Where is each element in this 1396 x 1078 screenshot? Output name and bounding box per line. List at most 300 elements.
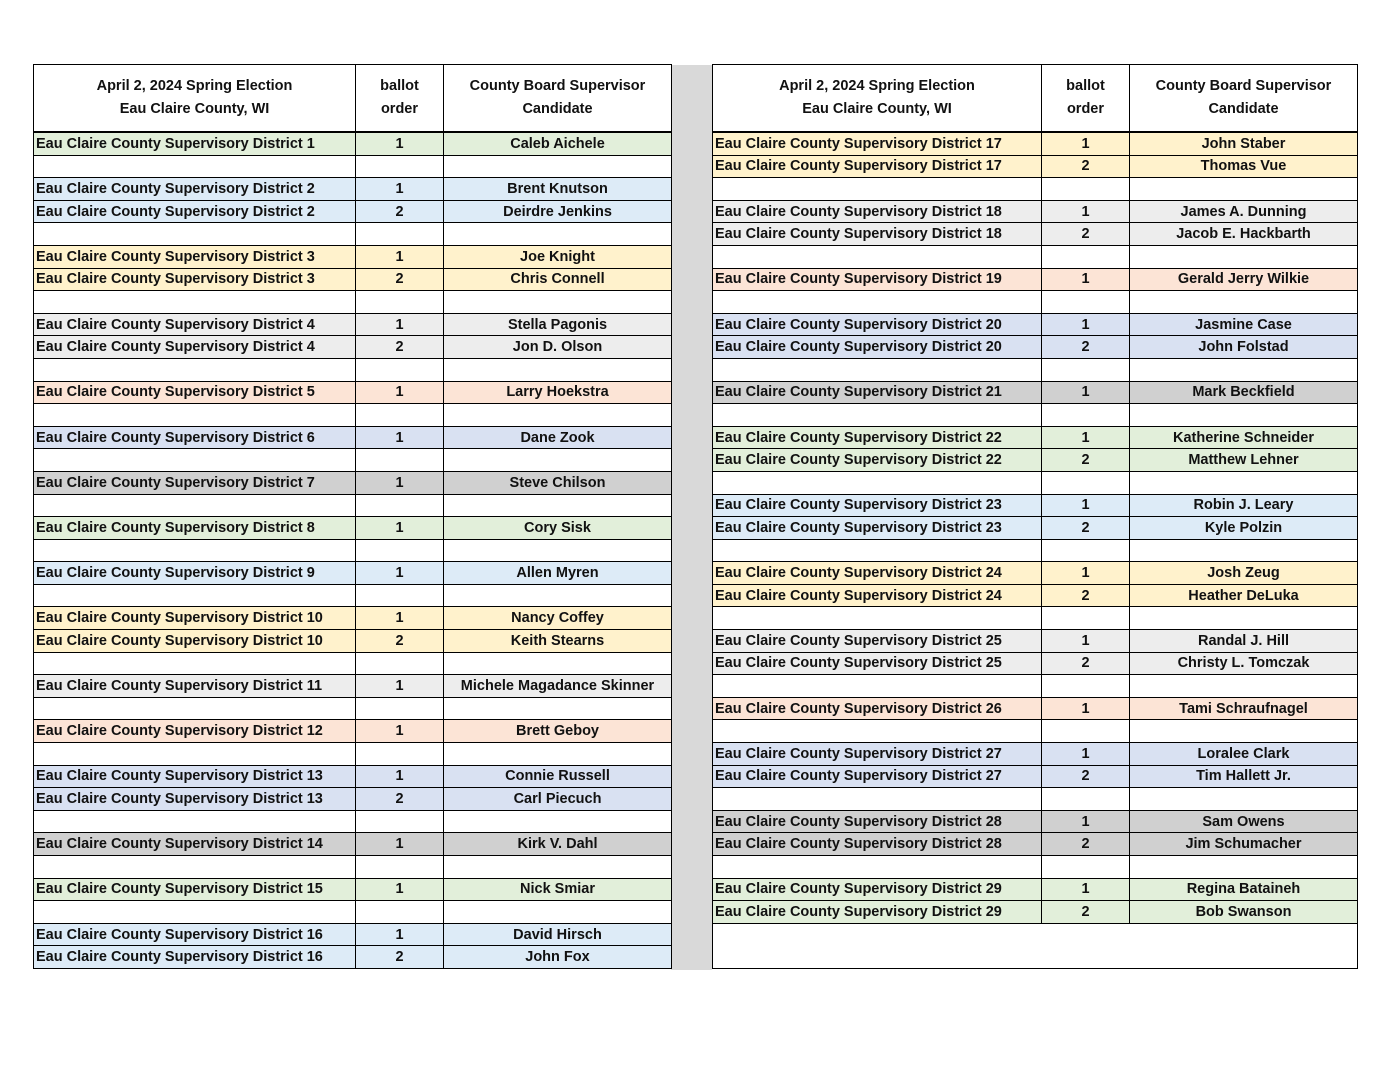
table-row <box>713 426 1358 449</box>
candidate-cell: Sam Owens <box>1130 810 1358 833</box>
candidate-cell: James A. Dunning <box>1130 200 1358 223</box>
district-cell: Eau Claire County Supervisory District 14 <box>34 833 356 856</box>
blank-row <box>34 584 672 607</box>
district-cell <box>34 810 356 833</box>
district-cell: Eau Claire County Supervisory District 25 <box>713 652 1042 675</box>
table-row <box>34 562 672 585</box>
ballot-table-right <box>712 64 1358 969</box>
candidate-cell: Dane Zook <box>444 426 672 449</box>
candidate-cell: Stella Pagonis <box>444 313 672 336</box>
district-cell: Eau Claire County Supervisory District 20 <box>713 336 1042 359</box>
district-cell <box>34 494 356 517</box>
table-row <box>34 720 672 743</box>
ballot-order-cell: 1 <box>356 517 444 540</box>
blank-row <box>713 675 1358 698</box>
district-cell: Eau Claire County Supervisory District 17 <box>713 132 1042 155</box>
ballot-order-cell: 1 <box>356 426 444 449</box>
district-cell <box>713 291 1042 314</box>
district-cell: Eau Claire County Supervisory District 22 <box>713 449 1042 472</box>
header-election-title: April 2, 2024 Spring Election <box>779 78 975 94</box>
ballot-order-cell <box>1042 856 1130 879</box>
district-cell: Eau Claire County Supervisory District 28 <box>713 810 1042 833</box>
district-cell: Eau Claire County Supervisory District 11 <box>34 675 356 698</box>
ballot-order-cell: 1 <box>356 471 444 494</box>
ballot-order-cell: 2 <box>1042 901 1130 924</box>
ballot-order-cell: 2 <box>1042 223 1130 246</box>
ballot-order-cell <box>356 539 444 562</box>
ballot-order-cell: 1 <box>356 607 444 630</box>
blank-row <box>713 178 1358 201</box>
ballot-order-cell: 1 <box>356 381 444 404</box>
blank-row <box>34 291 672 314</box>
district-cell <box>34 743 356 766</box>
candidate-cell: John Fox <box>444 946 672 969</box>
table-row <box>713 200 1358 223</box>
candidate-cell <box>1130 291 1358 314</box>
district-cell <box>34 291 356 314</box>
candidate-cell: Cory Sisk <box>444 517 672 540</box>
header-election <box>713 65 1042 133</box>
district-cell: Eau Claire County Supervisory District 23 <box>713 494 1042 517</box>
blank-row <box>713 471 1358 494</box>
district-cell <box>713 471 1042 494</box>
ballot-order-cell <box>1042 675 1130 698</box>
blank-row <box>34 494 672 517</box>
candidate-cell: Matthew Lehner <box>1130 449 1358 472</box>
ballot-order-cell: 1 <box>356 675 444 698</box>
candidate-cell: Christy L. Tomczak <box>1130 652 1358 675</box>
candidate-cell <box>1130 720 1358 743</box>
blank-row <box>713 245 1358 268</box>
ballot-order-cell <box>1042 178 1130 201</box>
header-candidate <box>1130 65 1358 133</box>
candidate-cell: Deirdre Jenkins <box>444 200 672 223</box>
blank-row <box>34 810 672 833</box>
header-election <box>34 65 356 133</box>
district-cell: Eau Claire County Supervisory District 2 <box>34 200 356 223</box>
candidate-cell <box>1130 539 1358 562</box>
blank-row <box>34 652 672 675</box>
district-cell <box>713 856 1042 879</box>
candidate-cell: Mark Beckfield <box>1130 381 1358 404</box>
ballot-order-cell <box>356 155 444 178</box>
ballot-order-cell <box>356 697 444 720</box>
candidate-cell <box>444 404 672 427</box>
candidate-cell <box>1130 607 1358 630</box>
candidate-cell <box>444 449 672 472</box>
table-row <box>713 652 1358 675</box>
district-cell: Eau Claire County Supervisory District 19 <box>713 268 1042 291</box>
candidate-cell: Bob Swanson <box>1130 901 1358 924</box>
table-row <box>34 200 672 223</box>
candidate-cell <box>444 494 672 517</box>
candidate-cell: Joe Knight <box>444 245 672 268</box>
ballot-order-cell: 1 <box>356 245 444 268</box>
district-cell: Eau Claire County Supervisory District 4 <box>34 313 356 336</box>
table-row <box>34 675 672 698</box>
header-ballot-order <box>356 65 444 133</box>
blank-row <box>34 697 672 720</box>
candidate-cell: Loralee Clark <box>1130 743 1358 766</box>
candidate-cell <box>1130 404 1358 427</box>
table-row <box>34 923 672 946</box>
ballot-order-cell: 2 <box>1042 155 1130 178</box>
table-row <box>34 268 672 291</box>
ballot-order-cell <box>356 223 444 246</box>
candidate-cell: Josh Zeug <box>1130 562 1358 585</box>
blank-row <box>34 155 672 178</box>
header-election-county: Eau Claire County, WI <box>119 101 270 117</box>
ballot-order-cell: 2 <box>356 788 444 811</box>
district-cell <box>34 539 356 562</box>
blank-row <box>34 856 672 879</box>
filler-cell <box>713 923 1358 968</box>
blank-row <box>34 901 672 924</box>
table-row <box>34 471 672 494</box>
ballot-order-cell <box>356 743 444 766</box>
header-order-label: order <box>380 101 419 117</box>
candidate-cell <box>1130 178 1358 201</box>
table-row <box>713 155 1358 178</box>
candidate-cell: Brent Knutson <box>444 178 672 201</box>
table-row <box>713 132 1358 155</box>
ballot-order-cell <box>356 652 444 675</box>
district-cell <box>34 697 356 720</box>
table-row <box>713 810 1358 833</box>
ballot-order-cell <box>1042 539 1130 562</box>
ballot-order-cell <box>356 901 444 924</box>
ballot-order-cell: 2 <box>1042 336 1130 359</box>
ballot-order-cell: 1 <box>1042 132 1130 155</box>
table-row <box>713 765 1358 788</box>
header-candidate-line2: Candidate <box>1208 101 1279 117</box>
filler-row <box>713 923 1358 968</box>
district-cell: Eau Claire County Supervisory District 16 <box>34 923 356 946</box>
header-ballot-label: ballot <box>1066 78 1105 94</box>
ballot-order-cell: 1 <box>1042 268 1130 291</box>
ballot-order-cell <box>1042 245 1130 268</box>
table-row <box>34 946 672 969</box>
ballot-order-cell: 1 <box>356 313 444 336</box>
blank-row <box>34 449 672 472</box>
ballot-order-cell: 2 <box>1042 449 1130 472</box>
header-election-county: Eau Claire County, WI <box>802 101 952 117</box>
blank-row <box>713 358 1358 381</box>
district-cell <box>34 404 356 427</box>
ballot-order-cell: 1 <box>1042 743 1130 766</box>
district-cell: Eau Claire County Supervisory District 8 <box>34 517 356 540</box>
table-row <box>713 223 1358 246</box>
blank-row <box>34 404 672 427</box>
district-cell: Eau Claire County Supervisory District 13 <box>34 788 356 811</box>
table-row <box>713 878 1358 901</box>
ballot-order-cell: 1 <box>1042 381 1130 404</box>
district-cell <box>34 155 356 178</box>
candidate-cell: Tami Schraufnagel <box>1130 697 1358 720</box>
header-candidate <box>444 65 672 133</box>
ballot-order-cell <box>356 584 444 607</box>
candidate-cell: David Hirsch <box>444 923 672 946</box>
blank-row <box>713 291 1358 314</box>
ballot-order-cell: 2 <box>1042 833 1130 856</box>
candidate-cell: Jim Schumacher <box>1130 833 1358 856</box>
blank-row <box>713 404 1358 427</box>
table-row <box>34 132 672 155</box>
candidate-cell <box>444 856 672 879</box>
table-row <box>34 313 672 336</box>
district-cell <box>713 178 1042 201</box>
ballot-order-cell: 1 <box>356 132 444 155</box>
candidate-cell <box>444 810 672 833</box>
table-row <box>713 336 1358 359</box>
table-row <box>34 765 672 788</box>
district-cell: Eau Claire County Supervisory District 18 <box>713 223 1042 246</box>
district-cell <box>713 607 1042 630</box>
blank-row <box>34 358 672 381</box>
district-cell: Eau Claire County Supervisory District 4 <box>34 336 356 359</box>
candidate-cell: Brett Geboy <box>444 720 672 743</box>
ballot-order-cell <box>356 404 444 427</box>
district-cell: Eau Claire County Supervisory District 20 <box>713 313 1042 336</box>
district-cell: Eau Claire County Supervisory District 17 <box>713 155 1042 178</box>
district-cell <box>34 223 356 246</box>
district-cell: Eau Claire County Supervisory District 12 <box>34 720 356 743</box>
blank-row <box>713 539 1358 562</box>
ballot-order-cell <box>356 358 444 381</box>
ballot-order-cell: 1 <box>356 562 444 585</box>
ballot-order-cell: 2 <box>356 200 444 223</box>
district-cell: Eau Claire County Supervisory District 29 <box>713 878 1042 901</box>
district-cell: Eau Claire County Supervisory District 22 <box>713 426 1042 449</box>
ballot-order-cell: 2 <box>356 630 444 653</box>
candidate-cell: Carl Piecuch <box>444 788 672 811</box>
table-row <box>34 178 672 201</box>
district-cell: Eau Claire County Supervisory District 15 <box>34 878 356 901</box>
ballot-order-cell: 1 <box>1042 426 1130 449</box>
candidate-cell: Connie Russell <box>444 765 672 788</box>
candidate-cell <box>1130 856 1358 879</box>
table-row <box>713 313 1358 336</box>
district-cell: Eau Claire County Supervisory District 1 <box>34 132 356 155</box>
ballot-order-cell: 2 <box>1042 517 1130 540</box>
district-cell <box>713 720 1042 743</box>
blank-row <box>34 539 672 562</box>
ballot-order-cell: 1 <box>1042 810 1130 833</box>
blank-row <box>713 720 1358 743</box>
right-table-body <box>713 132 1358 968</box>
district-cell <box>34 449 356 472</box>
candidate-cell <box>444 291 672 314</box>
district-cell: Eau Claire County Supervisory District 24 <box>713 584 1042 607</box>
header-election-title: April 2, 2024 Spring Election <box>96 78 293 94</box>
candidate-cell: Robin J. Leary <box>1130 494 1358 517</box>
candidate-cell <box>444 358 672 381</box>
district-cell <box>713 245 1042 268</box>
district-cell <box>713 675 1042 698</box>
district-cell <box>34 652 356 675</box>
table-row <box>713 494 1358 517</box>
district-cell <box>34 358 356 381</box>
ballot-order-cell <box>1042 788 1130 811</box>
ballot-order-cell <box>356 449 444 472</box>
candidate-cell: Randal J. Hill <box>1130 630 1358 653</box>
district-cell: Eau Claire County Supervisory District 27 <box>713 765 1042 788</box>
table-row <box>34 607 672 630</box>
table-row <box>34 336 672 359</box>
ballot-order-cell: 2 <box>356 946 444 969</box>
district-cell: Eau Claire County Supervisory District 10 <box>34 607 356 630</box>
table-row <box>713 697 1358 720</box>
ballot-order-cell: 1 <box>356 878 444 901</box>
blank-row <box>34 223 672 246</box>
candidate-cell: Thomas Vue <box>1130 155 1358 178</box>
table-row <box>713 584 1358 607</box>
blank-row <box>713 856 1358 879</box>
district-cell: Eau Claire County Supervisory District 13 <box>34 765 356 788</box>
header-candidate-line2: Candidate <box>522 101 593 117</box>
ballot-order-cell: 1 <box>356 178 444 201</box>
table-row <box>34 426 672 449</box>
blank-row <box>713 788 1358 811</box>
left-table-body <box>34 132 672 968</box>
district-cell: Eau Claire County Supervisory District 28 <box>713 833 1042 856</box>
district-cell: Eau Claire County Supervisory District 27 <box>713 743 1042 766</box>
candidate-cell: Regina Bataineh <box>1130 878 1358 901</box>
district-cell: Eau Claire County Supervisory District 21 <box>713 381 1042 404</box>
table-row <box>34 517 672 540</box>
candidate-cell: John Folstad <box>1130 336 1358 359</box>
ballot-order-cell: 2 <box>1042 765 1130 788</box>
ballot-order-cell <box>1042 471 1130 494</box>
table-row <box>34 245 672 268</box>
candidate-cell <box>444 743 672 766</box>
ballot-table-left <box>33 64 672 969</box>
header-candidate-line1: County Board Supervisor <box>1155 78 1332 94</box>
district-cell <box>713 788 1042 811</box>
table-row <box>34 878 672 901</box>
candidate-cell <box>444 223 672 246</box>
column-divider-band <box>671 65 712 970</box>
candidate-cell <box>1130 675 1358 698</box>
ballot-order-cell <box>356 494 444 517</box>
district-cell: Eau Claire County Supervisory District 10 <box>34 630 356 653</box>
table-header-row <box>34 65 672 133</box>
table-row <box>34 381 672 404</box>
ballot-order-cell <box>1042 404 1130 427</box>
ballot-order-cell: 1 <box>356 765 444 788</box>
ballot-order-cell <box>1042 720 1130 743</box>
table-row <box>713 833 1358 856</box>
candidate-cell: John Staber <box>1130 132 1358 155</box>
ballot-order-cell: 1 <box>1042 200 1130 223</box>
district-cell: Eau Claire County Supervisory District 16 <box>34 946 356 969</box>
district-cell: Eau Claire County Supervisory District 2 <box>34 178 356 201</box>
ballot-order-cell: 1 <box>356 923 444 946</box>
table-row <box>713 517 1358 540</box>
ballot-order-cell: 2 <box>1042 584 1130 607</box>
district-cell <box>713 539 1042 562</box>
district-cell: Eau Claire County Supervisory District 26 <box>713 697 1042 720</box>
candidate-cell <box>444 901 672 924</box>
table-row <box>713 449 1358 472</box>
header-order-label: order <box>1066 101 1105 117</box>
header-ballot-order <box>1042 65 1130 133</box>
candidate-cell: Gerald Jerry Wilkie <box>1130 268 1358 291</box>
candidate-cell: Heather DeLuka <box>1130 584 1358 607</box>
candidate-cell: Jacob E. Hackbarth <box>1130 223 1358 246</box>
table-row <box>713 562 1358 585</box>
district-cell <box>713 404 1042 427</box>
candidate-cell <box>1130 245 1358 268</box>
district-cell <box>713 358 1042 381</box>
table-row <box>713 630 1358 653</box>
candidate-cell <box>1130 358 1358 381</box>
candidate-cell: Larry Hoekstra <box>444 381 672 404</box>
district-cell: Eau Claire County Supervisory District 9 <box>34 562 356 585</box>
district-cell: Eau Claire County Supervisory District 5 <box>34 381 356 404</box>
candidate-cell: Katherine Schneider <box>1130 426 1358 449</box>
candidate-cell: Nick Smiar <box>444 878 672 901</box>
candidate-cell: Nancy Coffey <box>444 607 672 630</box>
header-ballot-label: ballot <box>380 78 419 94</box>
candidate-cell <box>444 155 672 178</box>
ballot-order-cell <box>1042 291 1130 314</box>
candidate-cell <box>1130 788 1358 811</box>
district-cell: Eau Claire County Supervisory District 3 <box>34 245 356 268</box>
table-row <box>713 743 1358 766</box>
ballot-order-cell <box>1042 358 1130 381</box>
candidate-cell <box>1130 471 1358 494</box>
ballot-order-cell: 1 <box>1042 878 1130 901</box>
candidate-cell: Tim Hallett Jr. <box>1130 765 1358 788</box>
ballot-order-cell: 1 <box>1042 630 1130 653</box>
district-cell: Eau Claire County Supervisory District 18 <box>713 200 1042 223</box>
ballot-order-cell: 2 <box>356 336 444 359</box>
candidate-cell: Keith Stearns <box>444 630 672 653</box>
candidate-cell: Steve Chilson <box>444 471 672 494</box>
district-cell: Eau Claire County Supervisory District 3 <box>34 268 356 291</box>
candidate-cell: Chris Connell <box>444 268 672 291</box>
candidate-cell <box>444 584 672 607</box>
ballot-order-cell: 1 <box>1042 697 1130 720</box>
table-row <box>34 630 672 653</box>
ballot-order-cell <box>356 291 444 314</box>
ballot-order-cell: 1 <box>1042 494 1130 517</box>
district-cell <box>34 901 356 924</box>
table-row <box>713 901 1358 924</box>
ballot-order-cell <box>1042 607 1130 630</box>
header-candidate-line1: County Board Supervisor <box>469 78 646 94</box>
district-cell: Eau Claire County Supervisory District 24 <box>713 562 1042 585</box>
district-cell <box>34 856 356 879</box>
ballot-order-cell: 1 <box>356 833 444 856</box>
candidate-cell: Caleb Aichele <box>444 132 672 155</box>
candidate-cell: Jasmine Case <box>1130 313 1358 336</box>
district-cell: Eau Claire County Supervisory District 7 <box>34 471 356 494</box>
ballot-order-cell: 1 <box>1042 562 1130 585</box>
blank-row <box>713 607 1358 630</box>
district-cell: Eau Claire County Supervisory District 6 <box>34 426 356 449</box>
ballot-order-cell: 2 <box>356 268 444 291</box>
table-row <box>713 268 1358 291</box>
candidate-cell <box>444 539 672 562</box>
table-row <box>34 833 672 856</box>
table-row <box>34 788 672 811</box>
district-cell: Eau Claire County Supervisory District 29 <box>713 901 1042 924</box>
ballot-order-cell <box>356 856 444 879</box>
candidate-cell: Allen Myren <box>444 562 672 585</box>
ballot-order-cell: 1 <box>1042 313 1130 336</box>
